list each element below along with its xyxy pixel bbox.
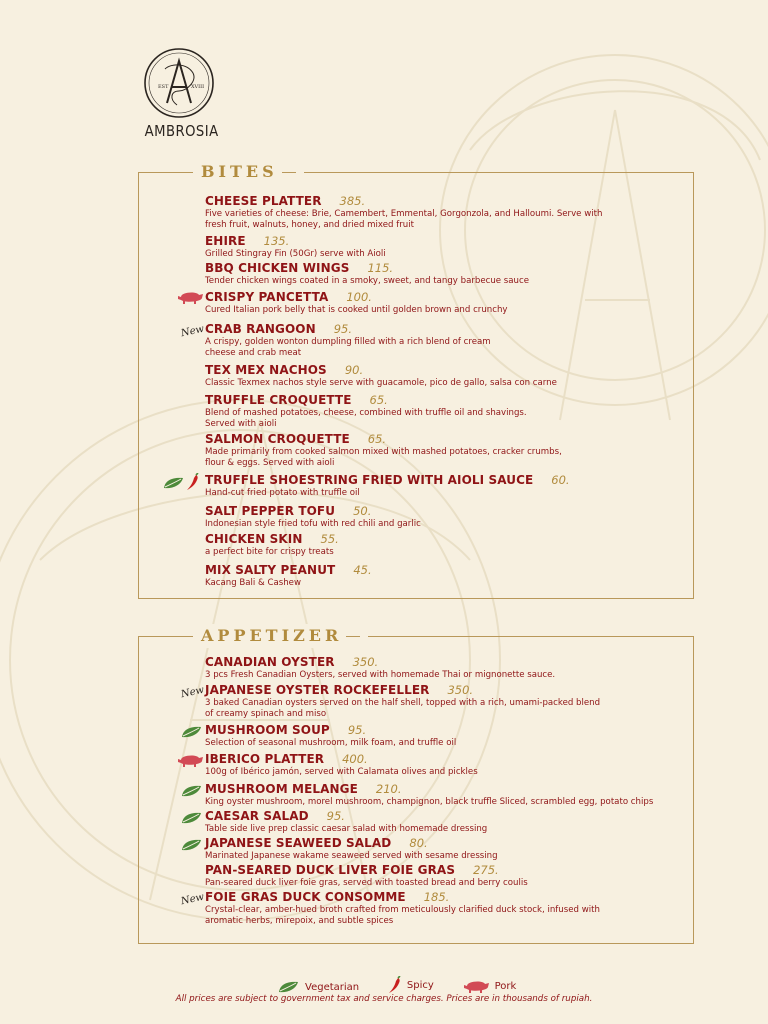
- pork-icon: [463, 979, 490, 994]
- menu-item-mushroom-melange: [205, 781, 665, 808]
- item-price: 90.: [344, 363, 364, 377]
- menu-item-chicken-skin: [205, 531, 665, 558]
- item-description: Selection of seasonal mushroom, milk foam, and truffle oil: [205, 738, 457, 748]
- menu-item-mushroom-soup: [205, 722, 665, 749]
- menu-item-caesar-salad: [205, 808, 665, 835]
- item-price: 95.: [347, 723, 367, 737]
- item-description: 100g of Ibérico jamón, served with Calamata olives and pickles: [205, 767, 478, 777]
- menu-item-salt-pepper-tofu: [205, 503, 665, 530]
- menu-item-truffle-shoestring-fried: [205, 472, 665, 499]
- item-price: 80.: [409, 836, 428, 850]
- item-price: 350.: [447, 683, 474, 697]
- section-title: [193, 624, 368, 648]
- legend-spicy: [388, 976, 434, 994]
- item-description: Five varieties of cheese: Brie, Camembert, Emmental, Gorgonzola, and Halloumi. Serve with fresh fruit, walnuts, honey, and dried mixed fruit: [205, 209, 603, 230]
- menu-item-canadian-oyster: [205, 654, 665, 681]
- vegetarian-icon: [181, 784, 203, 798]
- item-price: 185.: [423, 890, 450, 904]
- item-name: TRUFFLE SHOESTRING FRIED WITH AIOLI SAUCE: [205, 473, 534, 487]
- menu-item-ehire: [205, 233, 665, 260]
- new-badge: New: [180, 684, 206, 701]
- item-description: Made primarily from cooked salmon mixed with mashed potatoes, cracker crumbs, flour & eggs. Served with aioli: [205, 447, 562, 468]
- item-price: 400.: [342, 752, 368, 766]
- spicy-icon: [186, 473, 200, 491]
- item-name: SALMON CROQUETTE: [205, 432, 350, 446]
- item-name: TRUFFLE CROQUETTE: [205, 393, 352, 407]
- menu-item-iberico-platter: [205, 751, 665, 778]
- item-description: Table side live prep classic caesar salad with homemade dressing: [205, 824, 488, 834]
- item-description: Tender chicken wings coated in a smoky, sweet, and tangy barbecue sauce: [205, 276, 530, 286]
- item-description: Grilled Stingray Fin (50Gr) serve with Aioli: [205, 249, 386, 259]
- item-description: Hand-cut fried potato with truffle oil: [205, 488, 360, 498]
- item-name: EHIRE: [205, 234, 246, 248]
- item-description: Crystal-clear, amber-hued broth crafted from meticulously clarified duck stock, infused with aromatic herbs, mirepoix, and subtle spices: [205, 905, 600, 926]
- menu-item-crab-rangoon: [205, 321, 665, 359]
- menu-item-japanese-oyster-rockefeller: [205, 682, 665, 720]
- section-title-text: BITES: [201, 162, 278, 181]
- brand-logo: [140, 47, 218, 140]
- vegetarian-icon: [181, 838, 203, 852]
- menu-item-crispy-pancetta: [205, 289, 665, 316]
- item-description: Indonesian style fried tofu with red chili and garlic: [205, 519, 421, 529]
- pork-icon: [177, 290, 204, 305]
- item-price: 65.: [369, 393, 388, 407]
- section-title: [193, 160, 304, 184]
- item-description: A crispy, golden wonton dumpling filled with a rich blend of cream cheese and crab meat: [205, 337, 491, 358]
- item-price: 55.: [320, 532, 339, 546]
- item-name: CHEESE PLATTER: [205, 194, 322, 208]
- seal-text-right: XVIII: [191, 84, 205, 90]
- menu-item-bbq-chicken-wings: [205, 260, 665, 287]
- item-price: 100.: [346, 290, 372, 304]
- new-badge: New: [180, 891, 206, 908]
- menu-item-cheese-platter: [205, 193, 665, 231]
- item-description: Blend of mashed potatoes, cheese, combined with truffle oil and shavings. Served with aioli: [205, 408, 527, 429]
- seal-text-left: EST: [158, 84, 169, 90]
- legend-spicy-label: Spicy: [406, 979, 434, 991]
- item-price: 275.: [473, 863, 499, 877]
- legend-vegetarian: [278, 980, 359, 994]
- new-badge: New: [180, 323, 206, 340]
- item-description: 3 baked Canadian oysters served on the half shell, topped with a rich, umami-packed blend of creamy spinach and miso: [205, 698, 601, 719]
- menu-item-pan-seared-duck-liver-foie-gras: [205, 862, 665, 889]
- title-dash: [346, 636, 360, 637]
- vegetarian-icon: [181, 811, 203, 825]
- spicy-icon: [388, 976, 402, 994]
- price-footnote: All prices are subject to government tax and service charges. Prices are in thousands of rupiah.: [175, 994, 593, 1004]
- item-price: 60.: [551, 473, 570, 487]
- vegetarian-icon: [181, 725, 203, 739]
- item-description: Marinated Japanese wakame seaweed served with sesame dressing: [205, 851, 498, 861]
- menu-item-foie-gras-duck-consomme: [205, 889, 665, 927]
- item-name: CRAB RANGOON: [205, 322, 316, 336]
- item-name: JAPANESE OYSTER ROCKEFELLER: [205, 683, 430, 697]
- legend-pork: [463, 979, 517, 994]
- menu-item-tex-mex-nachos: [205, 362, 665, 389]
- item-name: SALT PEPPER TOFU: [205, 504, 336, 518]
- item-description: Classic Texmex nachos style serve with guacamole, pico de gallo, salsa con carne: [205, 378, 557, 388]
- item-description: a perfect bite for crispy treats: [205, 547, 334, 557]
- vegetarian-icon: [278, 980, 300, 994]
- item-price: 350.: [352, 655, 379, 669]
- section-bites: [138, 162, 694, 599]
- item-description: King oyster mushroom, morel mushroom, champignon, black truffle Sliced, scrambled egg, potato chips: [205, 797, 654, 807]
- title-dash: [282, 172, 296, 173]
- menu-item-japanese-seaweed-salad: [205, 835, 665, 862]
- item-name: TEX MEX NACHOS: [205, 363, 327, 377]
- item-price: 95.: [333, 322, 353, 336]
- item-name: IBERICO PLATTER: [205, 752, 325, 766]
- legend-vegetarian-label: Vegetarian: [305, 981, 360, 993]
- item-price: 210.: [375, 782, 402, 796]
- menu-item-truffle-croquette: [205, 392, 665, 430]
- section-appetizer: [138, 626, 694, 944]
- legend-pork-label: Pork: [494, 981, 517, 992]
- item-name: MIX SALTY PEANUT: [205, 563, 336, 577]
- item-name: FOIE GRAS DUCK CONSOMME: [205, 890, 406, 904]
- item-description: Pan-seared duck liver foie gras, served with toasted bread and berry coulis: [205, 878, 528, 888]
- item-price: 385.: [339, 194, 366, 208]
- item-description: Cured Italian pork belly that is cooked until golden brown and crunchy: [205, 305, 508, 315]
- item-name: JAPANESE SEAWEED SALAD: [205, 836, 392, 850]
- item-description: Kacang Bali & Cashew: [205, 578, 301, 588]
- item-name: CAESAR SALAD: [205, 809, 309, 823]
- item-price: 135.: [263, 234, 290, 248]
- section-title-text: APPETIZER: [201, 626, 343, 645]
- item-price: 65.: [367, 432, 387, 446]
- item-name: CANADIAN OYSTER: [205, 655, 335, 669]
- brand-name: AMBROSIA: [144, 122, 219, 140]
- item-name: MUSHROOM SOUP: [205, 723, 330, 737]
- vegetarian-icon: [163, 476, 185, 490]
- item-price: 50.: [353, 504, 372, 518]
- item-name: BBQ CHICKEN WINGS: [205, 261, 350, 275]
- pork-icon: [177, 753, 204, 768]
- item-description: 3 pcs Fresh Canadian Oysters, served with homemade Thai or mignonette sauce.: [205, 670, 556, 680]
- item-price: 115.: [367, 261, 394, 275]
- menu-item-salmon-croquette: [205, 431, 665, 469]
- item-name: MUSHROOM MELANGE: [205, 782, 358, 796]
- item-price: 95.: [326, 809, 345, 823]
- item-name: CHICKEN SKIN: [205, 532, 303, 546]
- item-price: 45.: [353, 563, 372, 577]
- ambrosia-seal-icon: [143, 47, 215, 119]
- item-name: CRISPY PANCETTA: [205, 290, 329, 304]
- menu-item-mix-salty-peanut: [205, 562, 665, 589]
- item-name: PAN-SEARED DUCK LIVER FOIE GRAS: [205, 863, 456, 877]
